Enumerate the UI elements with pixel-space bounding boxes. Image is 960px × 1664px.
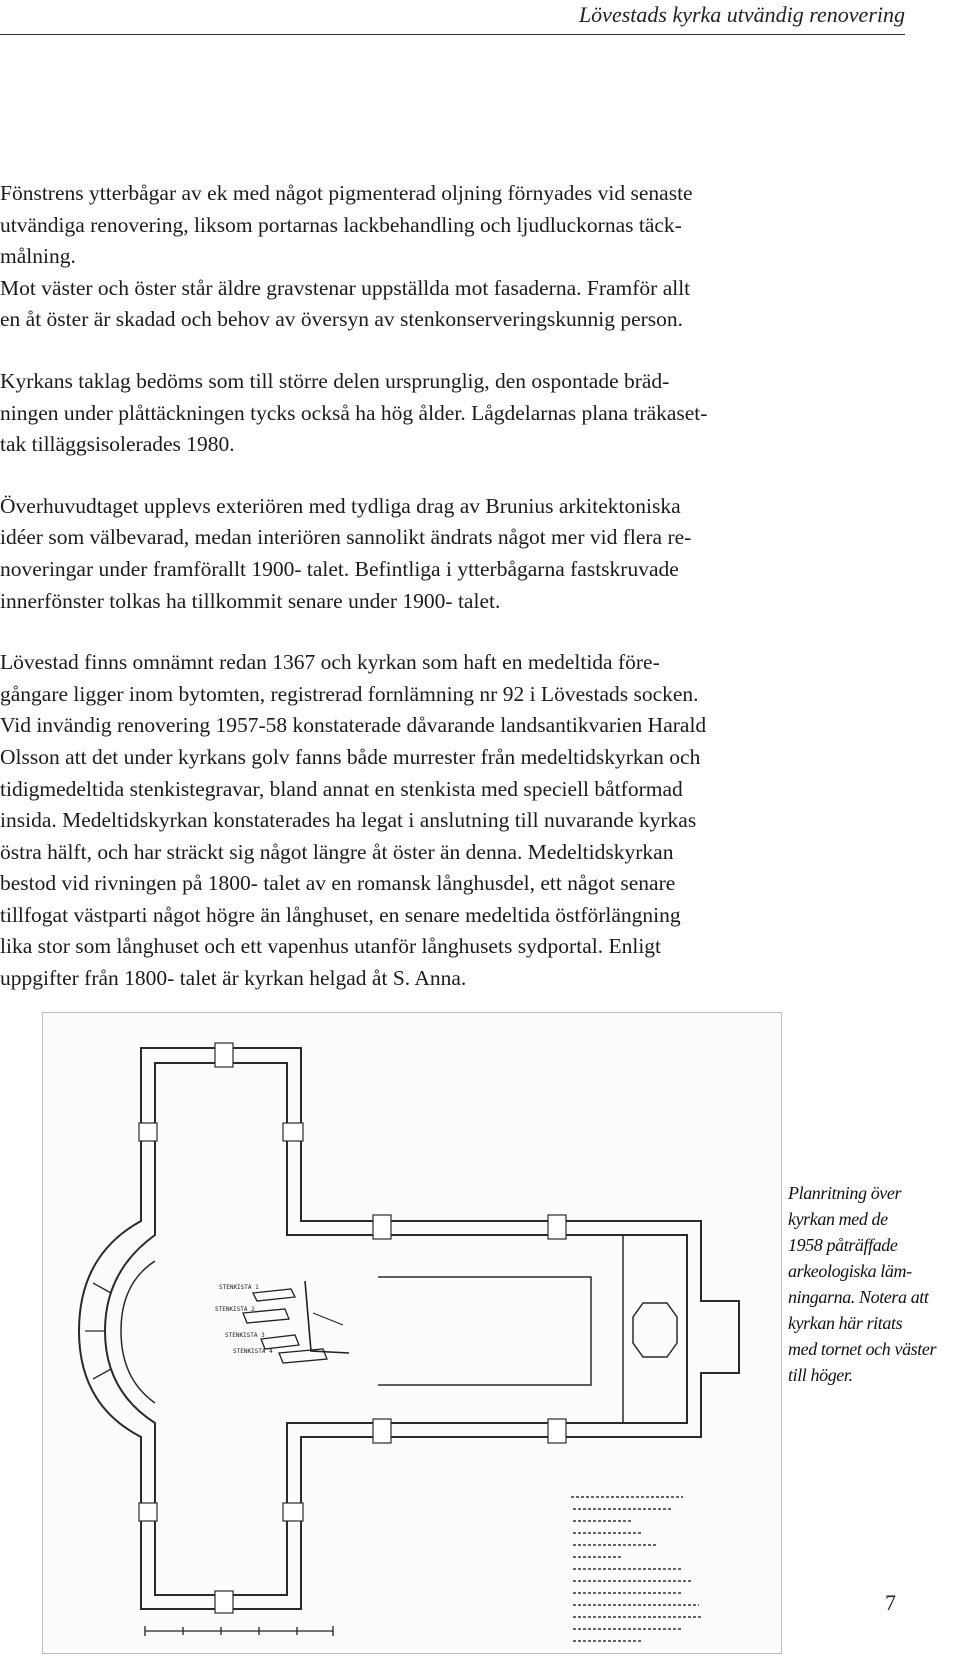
plan-old-wall [305,1281,349,1353]
plan-window [139,1123,157,1141]
text-line: tak tilläggsisolerades 1980. [0,432,235,457]
plan-outer-wall [79,1048,739,1609]
text-line: noveringar under framförallt 1900- talet. Befintliga i ytterbågarna fastskruvade [0,556,679,581]
plan-window [373,1215,391,1239]
body-text [0,178,900,995]
header-rule [0,34,905,35]
plan-inner-wall [105,1063,687,1595]
text-line: Kyrkans taklag bedöms som till större delen ursprunglig, den ospontade bräd- [0,368,670,393]
church-floor-plan [42,1012,782,1654]
plan-apse-arc [121,1261,155,1403]
plan-window [215,1591,233,1613]
text-line: Fönstrens ytterbågar av ek med något pigmenterad oljning förnyades vid senaste [0,181,693,205]
text-line: Olsson att det under kyrkans golv fanns både murrester från medeltidskyrkan och [0,744,701,769]
figure-caption [788,1180,958,1388]
plan-apse-mark [93,1283,111,1293]
text-line: östra hälft, och har sträckt sig något längre åt öster än denna. Medeltidskyrkan [0,839,674,864]
text-line: Vid invändig renovering 1957-58 konstaterade dåvarande landsantikvarien Harald [0,713,707,738]
caption-line: Planritning över [788,1183,902,1203]
text-line: Mot väster och öster står äldre gravstenar uppställda mot fasaderna. Framför allt [0,275,691,300]
plan-grave-label: STENKISTA 2 [215,1306,255,1313]
paragraph-2 [0,366,900,461]
text-line: utvändiga renovering, liksom portarnas lackbehandling och ljudluckornas täck- [0,212,682,237]
plan-window [283,1123,303,1141]
plan-grave-label: STENKISTA 4 [233,1348,273,1355]
text-line: bestod vid rivningen på 1800- talet av en romansk långhusdel, ett något senare [0,871,676,896]
text-line: gångare ligger inom bytomten, registrerad fornlämning nr 92 i Lövestads socken. [0,681,699,706]
caption-line: ningarna. Notera att [788,1287,929,1307]
paragraph-3 [0,491,900,617]
floor-plan-drawing [43,1013,781,1653]
caption-line: arkeologiska läm- [788,1261,912,1281]
plan-window [215,1043,233,1067]
paragraph-1 [0,178,900,336]
caption-line: med tornet och väster [788,1339,937,1359]
plan-grave-label: STENKISTA 3 [225,1332,265,1339]
plan-apse-mark [93,1369,111,1379]
text-line: idéer som välbevarad, medan interiören sannolikt ändrats något mer vid flera re- [0,525,692,550]
text-line: en åt öster är skadad och behov av översyn av stenkonserveringskunnig person. [0,307,684,332]
text-line: tillfogat västparti något högre än långhuset, en senare medeltida östförlängning [0,902,681,927]
plan-grave [253,1289,295,1301]
plan-window [373,1419,391,1443]
page-number: 7 [885,1590,896,1615]
running-header: Lövestads kyrka utvändig renovering [578,2,905,27]
text-line: tidigmedeltida stenkistegravar, bland annat en stenkista med speciell båtformad [0,776,683,801]
caption-line: till höger. [788,1365,853,1385]
caption-line: 1958 påträffade [788,1235,898,1255]
plan-nave-rect [378,1277,591,1385]
plan-window [139,1503,157,1521]
plan-old-wall [313,1313,343,1325]
text-line: Lövestad finns omnämnt redan 1367 och kyrkan som haft en medeltida före- [0,650,660,675]
caption-line: kyrkan här ritats [788,1313,903,1333]
plan-grave [261,1335,299,1349]
paragraph-4 [0,647,900,995]
text-line: insida. Medeltidskyrkan konstaterades ha legat i anslutning till nuvarande kyrkas [0,808,697,833]
plan-tower-octagon [633,1303,677,1357]
text-line: innerfönster tolkas ha tillkommit senare under 1900- talet. [0,588,501,613]
text-line: målning. [0,244,76,269]
plan-window [548,1419,566,1443]
text-line: ningen under plåttäckningen tycks också ha hög ålder. Lågdelarnas plana träkaset- [0,400,708,425]
text-line: lika stor som långhuset och ett vapenhus utanför långhusets sydportal. Enligt [0,934,662,959]
text-line: Överhuvudtaget upplevs exteriören med tydliga drag av Brunius arkitektoniska [0,493,681,518]
plan-window [283,1503,303,1521]
plan-window [548,1215,566,1239]
plan-grave-label: STENKISTA 1 [219,1284,259,1291]
text-line: uppgifter från 1800- talet är kyrkan helgad åt S. Anna. [0,966,467,991]
caption-line: kyrkan med de [788,1209,888,1229]
